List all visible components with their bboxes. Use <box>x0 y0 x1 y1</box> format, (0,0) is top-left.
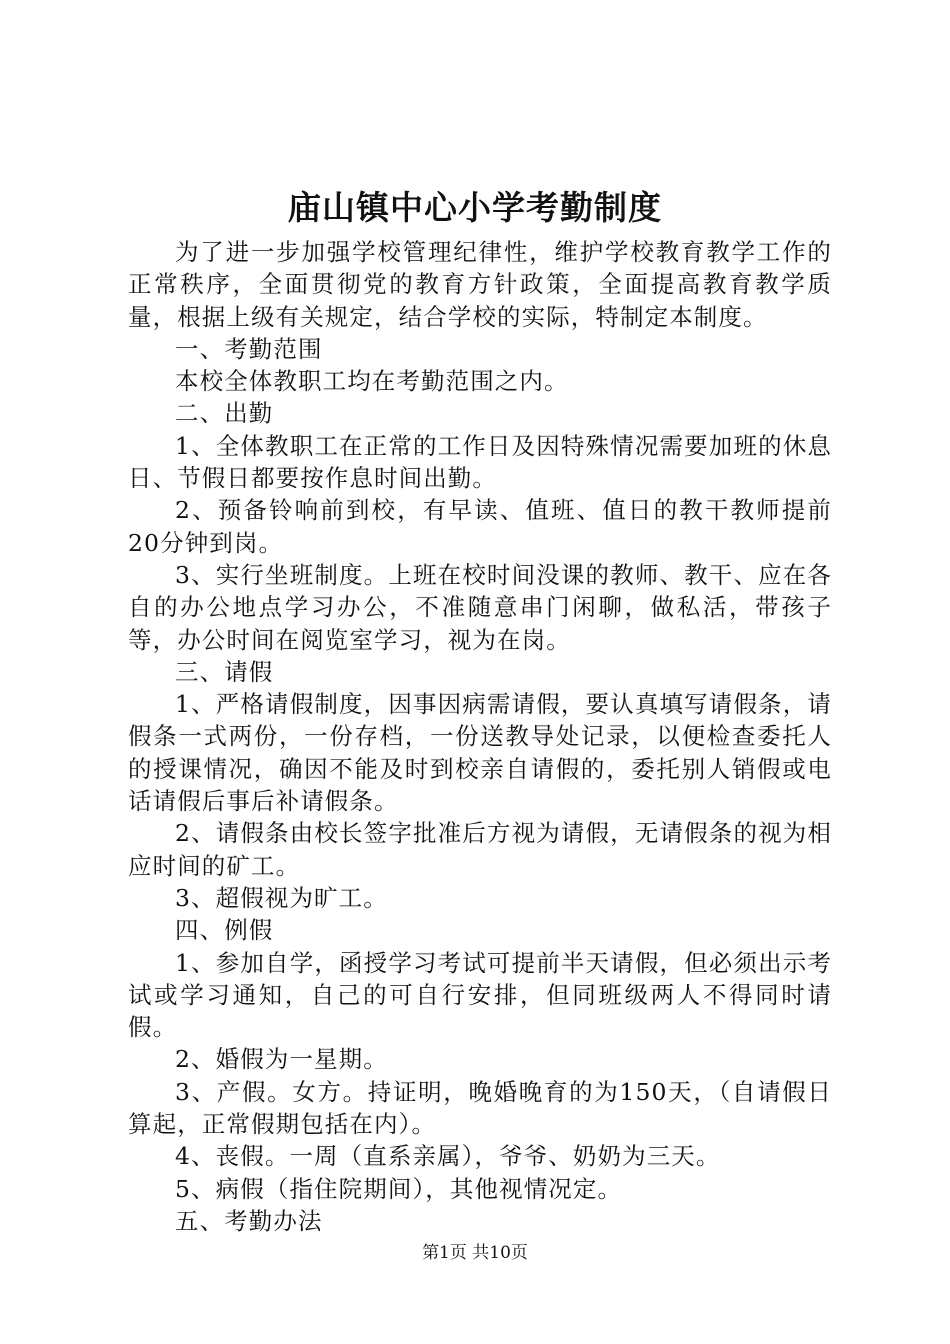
document-body <box>128 236 832 1237</box>
intro-paragraph: 为了进一步加强学校管理纪律性，维护学校教育教学工作的正常秩序，全面贯彻党的教育方针政策，全面提高教育教学质量，根据上级有关规定，结合学校的实际，特制定本制度。 <box>128 238 832 331</box>
paragraph-attendance-3: 3、实行坐班制度。上班在校时间没课的教师、教干、应在各自的办公地点学习办公，不准随意串门闲聊，做私活，带孩子等，办公时间在阅览室学习，视为在岗。 <box>128 560 832 654</box>
paragraph-leave-1: 1、严格请假制度，因事因病需请假，要认真填写请假条，请假条一式两份，一份存档，一份送教导处记录，以便检查委托人的授课情况，确因不能及时到校亲自请假的，委托别人销假或电话请假后事后补请假条。 <box>128 690 832 816</box>
paragraph-regular-leave-5: 5、病假（指住院期间），其他视情况定。 <box>175 1174 623 1203</box>
section-heading-scope: 一、考勤范围 <box>175 334 323 363</box>
section-heading-attendance: 二、出勤 <box>175 399 274 428</box>
section-heading-leave: 三、请假 <box>175 657 274 686</box>
paragraph-regular-leave-1: 1、参加自学，函授学习考试可提前半天请假，但必须出示考试或学习通知，自己的可自行安排，但同班级两人不得同时请假。 <box>128 948 832 1042</box>
paragraph-regular-leave-3: 3、产假。女方。持证明，晚婚晚育的为150天，（自请假日算起，正常假期包括在内）。 <box>128 1077 832 1139</box>
paragraph-leave-2: 2、请假条由校长签字批准后方视为请假，无请假条的视为相应时间的矿工。 <box>128 819 832 880</box>
paragraph-attendance-2: 2、预备铃响前到校，有早读、值班、值日的教干教师提前20分钟到岗。 <box>128 496 832 557</box>
section-heading-method: 五、考勤办法 <box>175 1206 323 1235</box>
paragraph-scope: 本校全体教职工均在考勤范围之内。 <box>175 367 569 396</box>
paragraph-regular-leave-2: 2、婚假为一星期。 <box>175 1045 388 1074</box>
paragraph-attendance-1: 1、全体教职工在正常的工作日及因特殊情况需要加班的休息日、节假日都要按作息时间出勤。 <box>128 431 832 493</box>
document-title: 庙山镇中心小学考勤制度 <box>288 188 662 227</box>
paragraph-leave-3: 3、超假视为旷工。 <box>175 883 388 912</box>
page-number: 第1页 共10页 <box>422 1243 528 1263</box>
section-heading-regular-leave: 四、例假 <box>175 916 274 945</box>
paragraph-regular-leave-4: 4、丧假。一周（直系亲属），爷爷、奶奶为三天。 <box>175 1142 721 1171</box>
